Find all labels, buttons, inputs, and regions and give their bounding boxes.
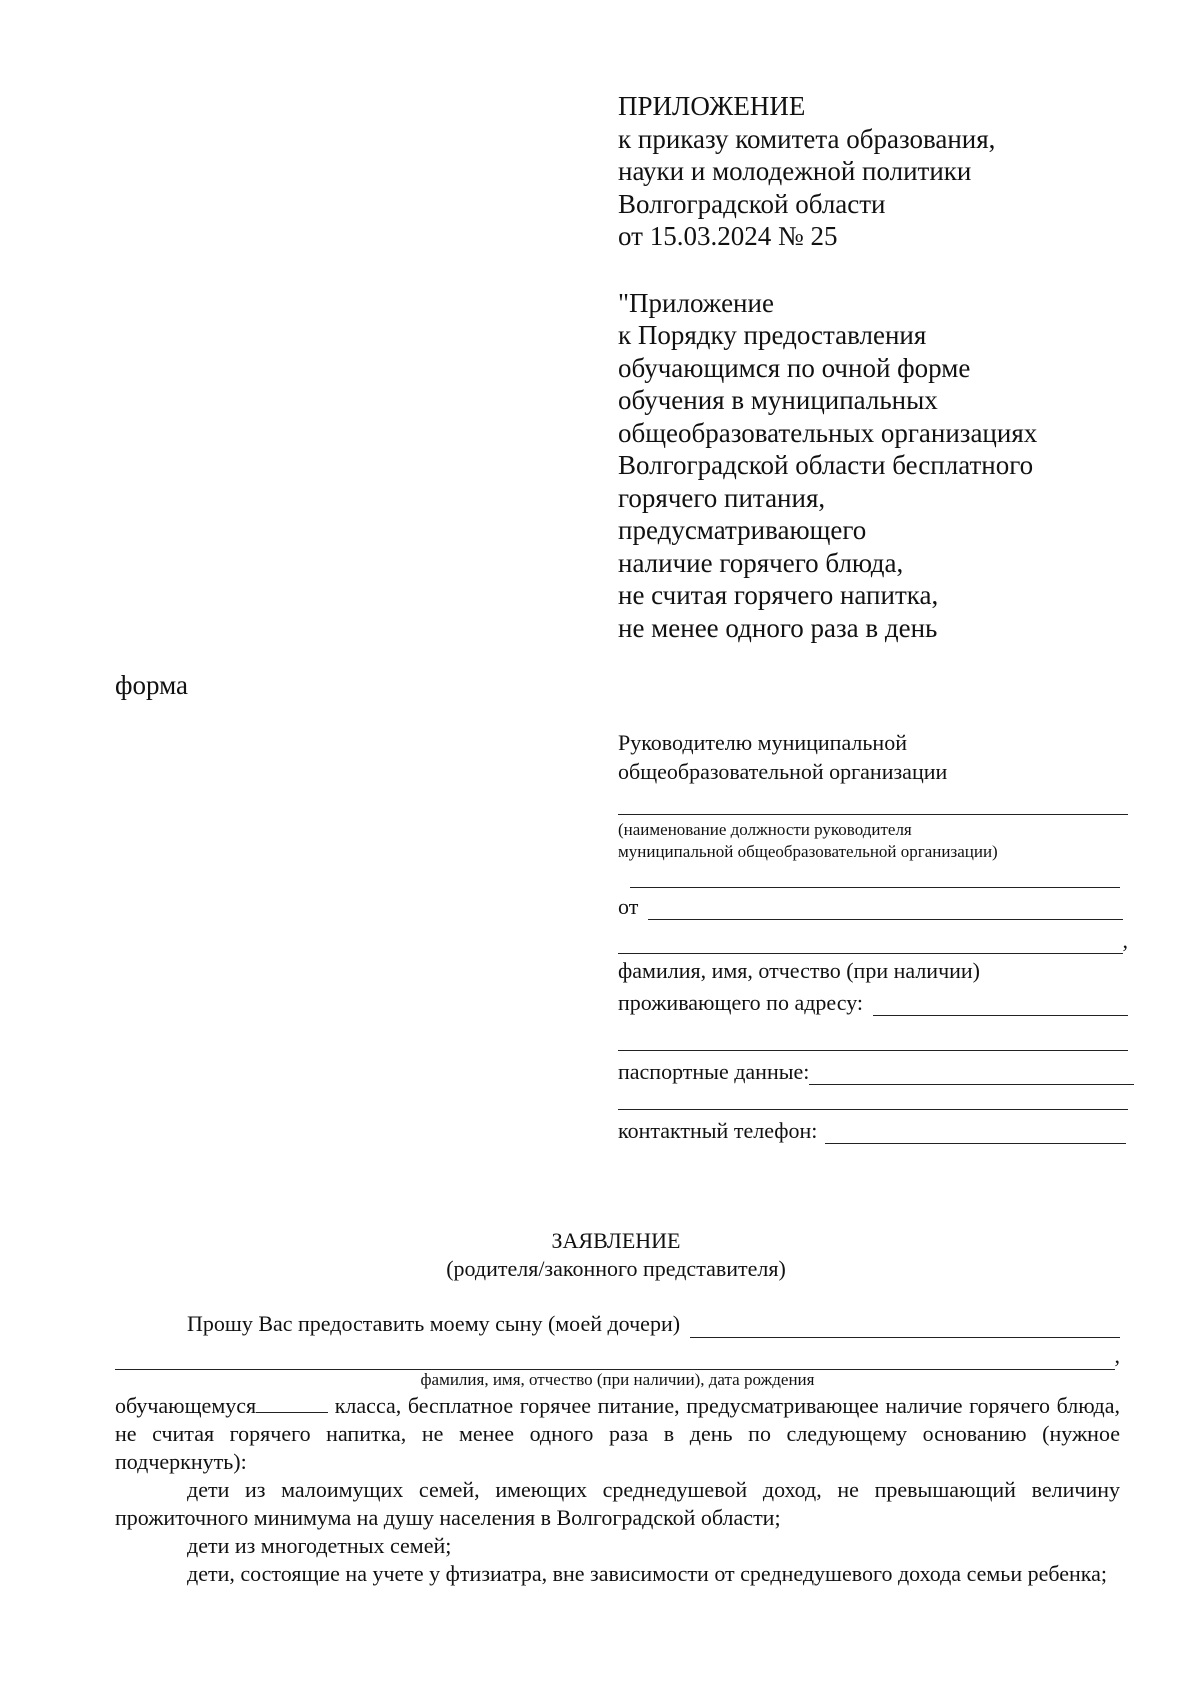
appendix-header xyxy=(618,90,1138,644)
phone-row xyxy=(618,1110,1126,1144)
address-label: проживающего по адресу: xyxy=(618,990,864,1015)
passport-row xyxy=(618,1051,1134,1085)
phone-label: контактный телефон: xyxy=(618,1118,818,1143)
appendix-line: Волгоградской области xyxy=(618,188,886,219)
from-field-2[interactable] xyxy=(618,933,1123,954)
class-text: класса, бесплатное горячее питание, предусматривающее наличие горячего блюда, не считая горячего напитка, не менее одного раза в день по следующему основанию (нужное подчеркнуть): xyxy=(115,1393,1120,1474)
comma: , xyxy=(1122,928,1128,953)
student-word: обучающемуся xyxy=(115,1393,257,1418)
fio-caption: фамилия, имя, отчество (при наличии) xyxy=(618,958,981,983)
ground-item: дети из многодетных семей; xyxy=(187,1533,452,1558)
spacer xyxy=(618,253,1138,287)
class-field[interactable] xyxy=(256,1394,328,1413)
address-field-2[interactable] xyxy=(618,1016,1128,1051)
passport-field-2[interactable] xyxy=(618,1085,1128,1110)
ground-item: дети, состоящие на учете у фтизиатра, вне зависимости от среднедушевого дохода семьи ребенка; xyxy=(187,1561,1108,1586)
sub-appendix-line: не считая горячего напитка, xyxy=(618,580,939,610)
appendix-line: от 15.03.2024 № 25 xyxy=(618,221,838,251)
appendix-line: к приказу комитета образования, xyxy=(618,123,996,154)
child-name-field[interactable] xyxy=(690,1317,1120,1338)
position-caption: муниципальной общеобразовательной организации) xyxy=(618,842,998,861)
addressee-line: общеобразовательной организации xyxy=(618,759,948,784)
application-body xyxy=(115,1310,1120,1588)
sub-appendix-line: Волгоградской области бесплатного xyxy=(618,450,1034,480)
passport-field[interactable] xyxy=(809,1064,1134,1085)
org-name-field[interactable] xyxy=(630,863,1120,888)
form-label: форма xyxy=(115,670,188,700)
sub-appendix-line: горячего питания, xyxy=(618,482,826,513)
sub-appendix-line: не менее одного раза в день xyxy=(618,612,938,643)
comma: , xyxy=(1114,1343,1120,1368)
sub-appendix-line: обучающимся по очной форме xyxy=(618,352,971,383)
request-text: Прошу Вас предоставить моему сыну (моей дочери) xyxy=(187,1311,681,1336)
from-row-2 xyxy=(618,920,1128,954)
request-row xyxy=(115,1310,1120,1338)
from-row xyxy=(618,888,1123,920)
addressee-block xyxy=(618,728,1138,1144)
passport-label: паспортные данные: xyxy=(618,1059,810,1084)
address-field[interactable] xyxy=(873,995,1128,1016)
application-title: ЗАЯВЛЕНИЕ xyxy=(551,1228,681,1253)
sub-appendix-line: к Порядку предоставления xyxy=(618,320,927,350)
from-field[interactable] xyxy=(648,899,1123,920)
child-name-row xyxy=(115,1338,1120,1370)
sub-appendix-line: обучения в муниципальных xyxy=(618,385,938,415)
child-caption: фамилия, имя, отчество (при наличии), дата рождения xyxy=(420,1370,815,1389)
class-paragraph xyxy=(115,1392,1120,1476)
application-subtitle: (родителя/законного представителя) xyxy=(446,1256,786,1281)
address-row xyxy=(618,986,1128,1016)
from-label: от xyxy=(618,894,639,919)
child-name-field-2[interactable] xyxy=(115,1349,1115,1370)
sub-appendix-line: общеобразовательных организациях xyxy=(618,417,1038,448)
sub-appendix-line: наличие горячего блюда, xyxy=(618,547,904,578)
position-caption: (наименование должности руководителя xyxy=(618,820,912,839)
addressee-line: Руководителю муниципальной xyxy=(618,730,907,755)
position-field[interactable] xyxy=(618,786,1128,815)
sub-appendix-line: "Приложение xyxy=(618,287,774,318)
application-title-block xyxy=(0,1227,1200,1283)
appendix-line: ПРИЛОЖЕНИЕ xyxy=(618,91,806,121)
ground-item: дети из малоимущих семей, имеющих среднедушевой доход, не превышающий величину прожиточного минимума на душу населения в Волгоградской области; xyxy=(115,1477,1120,1530)
phone-field[interactable] xyxy=(825,1123,1126,1144)
appendix-line: науки и молодежной политики xyxy=(618,156,972,186)
sub-appendix-line: предусматривающего xyxy=(618,515,867,545)
